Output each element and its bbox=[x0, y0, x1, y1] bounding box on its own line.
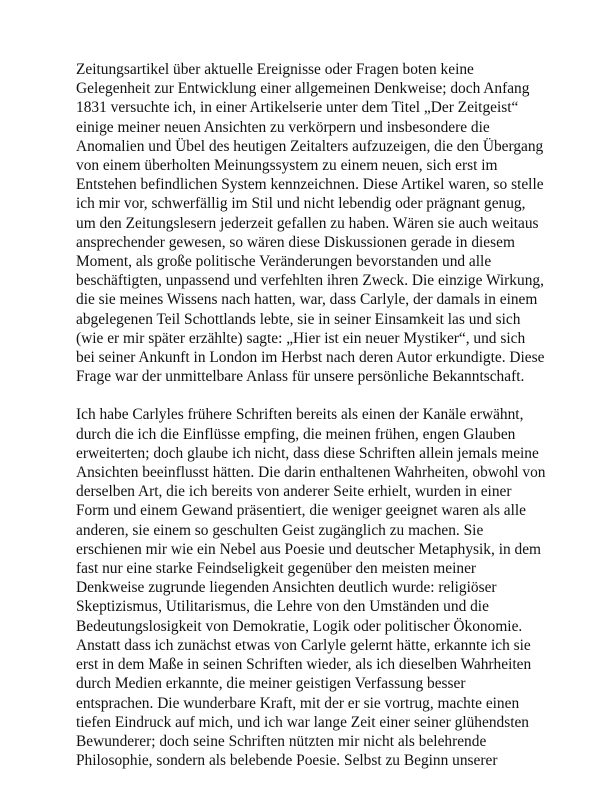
text-line: erweiterten; doch glaube ich nicht, dass diese Schriften allein jemals meine bbox=[76, 444, 539, 462]
text-line: bei seiner Ankunft in London im Herbst nach deren Autor erkundigte. Diese bbox=[76, 349, 545, 367]
text-line: Ich habe Carlyles frühere Schriften bereits als einen der Kanäle erwähnt, bbox=[76, 406, 524, 424]
text-line: Bedeutungslosigkeit von Demokratie, Logik oder politischer Ökonomie. bbox=[76, 617, 523, 635]
text-line: einige meiner neuen Ansichten zu verkörpern und insbesondere die bbox=[76, 118, 490, 136]
text-line: Philosophie, sondern als belebende Poesie. Selbst zu Beginn unserer bbox=[76, 752, 498, 770]
text-line: Bewunderer; doch seine Schriften nützten mir nicht als belehrende bbox=[76, 732, 487, 750]
text-line: Form und einem Gewand präsentiert, die weniger geeignet waren als alle bbox=[76, 502, 527, 520]
text-line: ich mir vor, schwerfällig im Stil und nicht lebendig oder prägnant genug, bbox=[76, 195, 526, 213]
text-line: Gelegenheit zur Entwicklung einer allgemeinen Denkweise; doch Anfang bbox=[76, 80, 530, 98]
paragraph-2 bbox=[76, 405, 546, 770]
paragraph-1 bbox=[76, 60, 545, 386]
text-line: durch Medien erkannte, die meiner geistigen Verfassung besser bbox=[76, 675, 466, 693]
text-line: ansprechender gewesen, so wären diese Diskussionen gerade in diesem bbox=[76, 233, 515, 251]
text-line: Zeitungsartikel über aktuelle Ereignisse oder Fragen boten keine bbox=[76, 61, 474, 78]
text-line: abgelegenen Teil Schottlands lebte, sie in seiner Einsamkeit las und sich bbox=[76, 310, 521, 328]
text-line: erschienen mir wie ein Nebel aus Poesie und deutscher Metaphysik, in dem bbox=[76, 540, 542, 558]
text-line: durch die ich die Einflüsse empfing, die meinen frühen, engen Glauben bbox=[76, 425, 516, 443]
text-line: (wie er mir später erzählte) sagte: „Hier ist ein neuer Mystiker“, und sich bbox=[76, 329, 526, 347]
text-line: Frage war der unmittelbare Anlass für unsere persönliche Bekanntschaft. bbox=[76, 368, 525, 386]
text-line: von einem überholten Meinungssystem zu einem neuen, sich erst im bbox=[76, 157, 498, 175]
text-line: beschäftigten, unpassend und verfehlten ihren Zweck. Die einzige Wirkung, bbox=[76, 272, 544, 290]
text-line: Denkweise zugrunde liegenden Ansichten deutlich wurde: religiöser bbox=[76, 579, 497, 597]
document-page bbox=[76, 60, 546, 789]
text-line: entsprachen. Die wunderbare Kraft, mit der er sie vortrug, machte einen bbox=[76, 694, 520, 712]
text-line: tiefen Eindruck auf mich, und ich war lange Zeit einer seiner glühendsten bbox=[76, 713, 530, 731]
text-line: fast nur eine starke Feindseligkeit gegenüber den meisten meiner bbox=[76, 560, 477, 578]
text-line: erst in dem Maße in seinen Schriften wieder, als ich dieselben Wahrheiten bbox=[76, 656, 532, 674]
text-line: Entstehen befindlichen System kennzeichnen. Diese Artikel waren, so stelle bbox=[76, 176, 544, 194]
text-line: derselben Art, die ich bereits von anderer Seite erhielt, wurden in einer bbox=[76, 483, 512, 501]
text-line: 1831 versuchte ich, in einer Artikelserie unter dem Titel „Der Zeitgeist“ bbox=[76, 99, 519, 117]
text-line: anderen, sie einem so geschulten Geist zugänglich zu machen. Sie bbox=[76, 521, 484, 539]
text-line: Anstatt dass ich zunächst etwas von Carlyle gelernt hätte, erkannte ich sie bbox=[76, 636, 531, 654]
text-line: Moment, als große politische Veränderungen bevorstanden und alle bbox=[76, 253, 492, 271]
text-line: Skeptizismus, Utilitarismus, die Lehre von den Umständen und die bbox=[76, 598, 489, 616]
text-line: die sie meines Wissens nach hatten, war, dass Carlyle, der damals in einem bbox=[76, 291, 538, 309]
text-line: Ansichten beeinflusst hätten. Die darin enthaltenen Wahrheiten, obwohl von bbox=[76, 464, 546, 482]
text-line: Anomalien und Übel des heutigen Zeitalters aufzuzeigen, die den Übergang bbox=[76, 137, 544, 155]
text-line: um den Zeitungslesern jederzeit gefallen zu haben. Wären sie auch weitaus bbox=[76, 214, 539, 232]
